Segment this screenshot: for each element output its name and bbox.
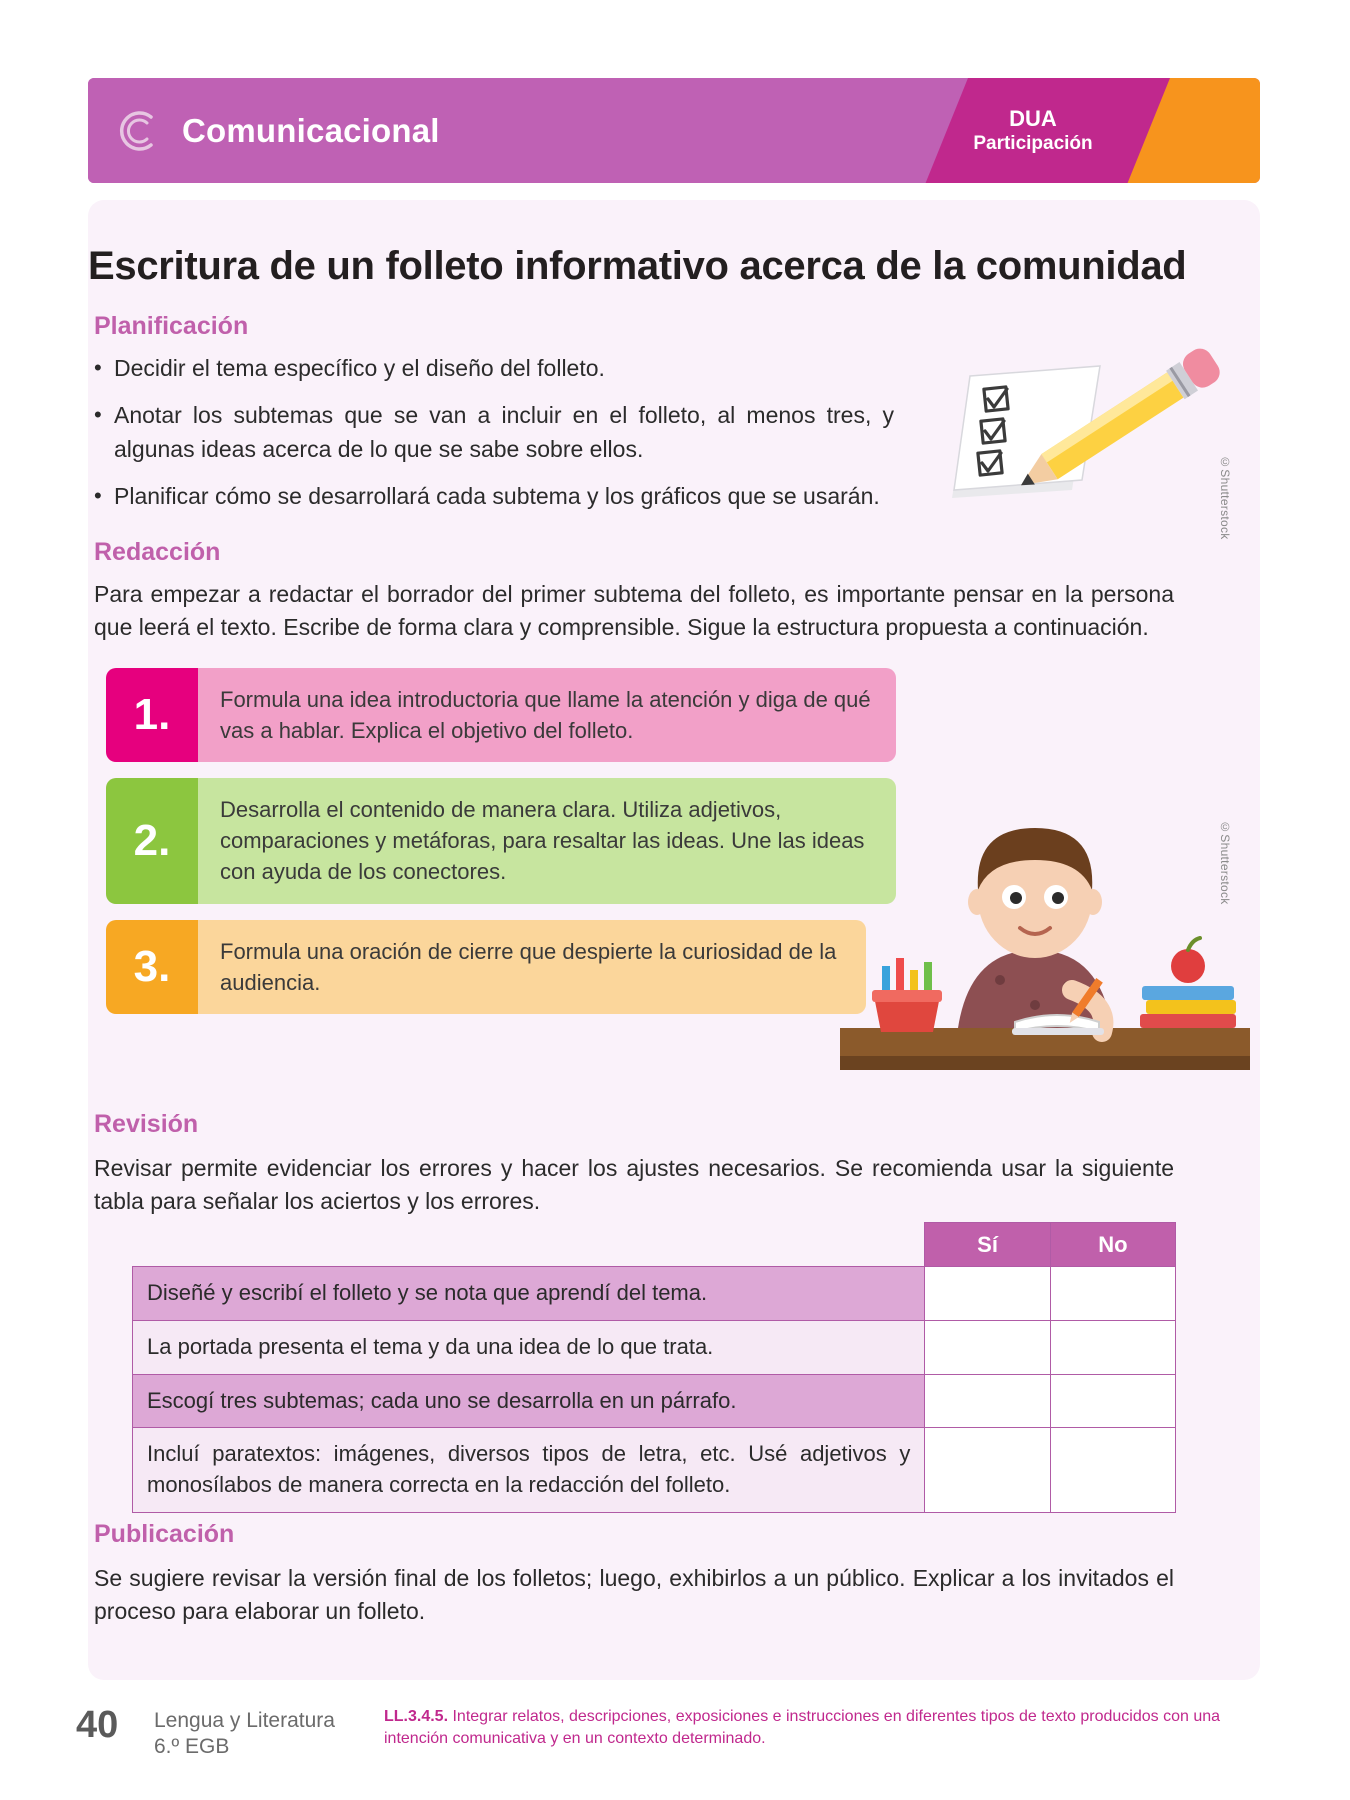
checkbox-cell-no[interactable]	[1050, 1320, 1175, 1374]
bullet-text: Anotar los subtemas que se van a incluir en el folleto, al menos tres, y algunas ideas acerca de lo que se sabe sobre ellos.	[114, 402, 894, 462]
bullet-text: Decidir el tema específico y el diseño del folleto.	[114, 355, 605, 381]
section-heading-planificacion: Planificación	[94, 312, 249, 340]
brand-title: Comunicacional	[182, 111, 440, 149]
step-text: Formula una idea introductoria que llame la atención y diga de qué vas a hablar. Explica el objetivo del folleto.	[220, 687, 871, 744]
image-credit: ©Shutterstock	[1218, 820, 1232, 905]
table-row	[133, 1320, 1176, 1374]
step-item-2	[106, 778, 896, 904]
step-body	[198, 668, 896, 762]
bullet-dot-icon: •	[94, 483, 102, 509]
planificacion-bullet-list	[94, 352, 894, 527]
section-heading-revision: Revisión	[94, 1110, 199, 1138]
step-text: Formula una oración de cierre que despierte la curiosidad de la audiencia.	[220, 939, 837, 996]
footer-subject	[154, 1708, 335, 1761]
step-number: 3.	[106, 920, 198, 1014]
footer-standard	[384, 1706, 1274, 1749]
list-item	[94, 352, 894, 385]
revision-paragraph: Revisar permite evidenciar los errores y hacer los ajustes necesarios. Se recomienda usar la siguiente tabla para señalar los aciertos y los errores.	[94, 1155, 1174, 1215]
step-item-1	[106, 668, 896, 762]
bullet-text: Planificar cómo se desarrollará cada subtema y los gráficos que se usarán.	[114, 483, 880, 510]
redaccion-paragraph: Para empezar a redactar el borrador del primer subtema del folleto, es importante pensar en la persona que leerá el texto. Escribe de forma clara y comprensible. Sigue la estructura propuesta a continuación.	[94, 581, 1174, 641]
step-text: Desarrolla el contenido de manera clara. Utiliza adjetivos, comparaciones y metáforas, para resaltar las ideas. Une las ideas con ayuda de los conectores.	[220, 797, 865, 885]
table-row	[133, 1374, 1176, 1428]
step-body	[198, 920, 866, 1014]
dua-title: DUA	[1009, 105, 1057, 131]
page-title: Escritura de un folleto informativo acerca de la comunidad	[88, 244, 1187, 288]
table-statement: Incluí paratextos: imágenes, diversos tipos de letra, etc. Usé adjetivos y monosílabos de manera correcta en la redacción del folleto.	[133, 1428, 925, 1513]
table-statement: Escogí tres subtemas; cada uno se desarrolla en un párrafo.	[133, 1374, 925, 1428]
table-row	[133, 1428, 1176, 1513]
dua-subtitle: Participación	[973, 133, 1093, 155]
checkbox-cell-no[interactable]	[1050, 1428, 1175, 1513]
dua-badge	[918, 78, 1148, 183]
checkbox-cell-no[interactable]	[1050, 1374, 1175, 1428]
table-header-yes: Sí	[925, 1223, 1050, 1267]
footer-standard-code: LL.3.4.5.	[384, 1708, 449, 1725]
publicacion-paragraph: Se sugiere revisar la versión final de los folletos; luego, exhibirlos a un público. Explicar a los invitados el proceso para elaborar un folleto.	[94, 1565, 1174, 1625]
table-statement: Diseñé y escribí el folleto y se nota que aprendí del tema.	[133, 1267, 925, 1321]
revision-checklist-table	[132, 1222, 1176, 1513]
step-number: 1.	[106, 668, 198, 762]
pencil-checklist-illustration	[940, 348, 1240, 538]
footer-subject-line2: 6.º EGB	[154, 1735, 230, 1759]
table-row	[133, 1267, 1176, 1321]
checkbox-cell-yes[interactable]	[925, 1374, 1050, 1428]
table-header-no: No	[1050, 1223, 1175, 1267]
checkbox-cell-yes[interactable]	[925, 1320, 1050, 1374]
table-header-blank	[133, 1223, 925, 1267]
checkbox-cell-no[interactable]	[1050, 1267, 1175, 1321]
bullet-dot-icon: •	[94, 402, 102, 428]
bullet-dot-icon: •	[94, 355, 102, 380]
image-credit: ©Shutterstock	[1218, 455, 1232, 540]
c-logo-icon	[110, 102, 168, 160]
section-heading-publicacion: Publicación	[94, 1520, 235, 1548]
page-number: 40	[76, 1704, 119, 1746]
table-header-row	[133, 1223, 1176, 1267]
section-heading-redaccion: Redacción	[94, 538, 221, 566]
step-number: 2.	[106, 778, 198, 904]
checkbox-cell-yes[interactable]	[925, 1428, 1050, 1513]
footer-subject-line1: Lengua y Literatura	[154, 1709, 335, 1732]
checkbox-cell-yes[interactable]	[925, 1267, 1050, 1321]
table-statement: La portada presenta el tema y da una idea de lo que trata.	[133, 1320, 925, 1374]
page-header	[88, 78, 1260, 183]
revision-table-wrapper	[132, 1222, 1176, 1513]
footer-standard-text: Integrar relatos, descripciones, exposiciones e instrucciones en diferentes tipos de texto producidos con una intención comunicativa y en un contexto determinado.	[384, 1708, 1221, 1747]
step-body	[198, 778, 896, 904]
list-item	[94, 480, 894, 513]
page-footer	[76, 1700, 1276, 1770]
list-item	[94, 399, 894, 466]
boy-studying-illustration	[840, 790, 1250, 1120]
step-item-3	[106, 920, 866, 1014]
